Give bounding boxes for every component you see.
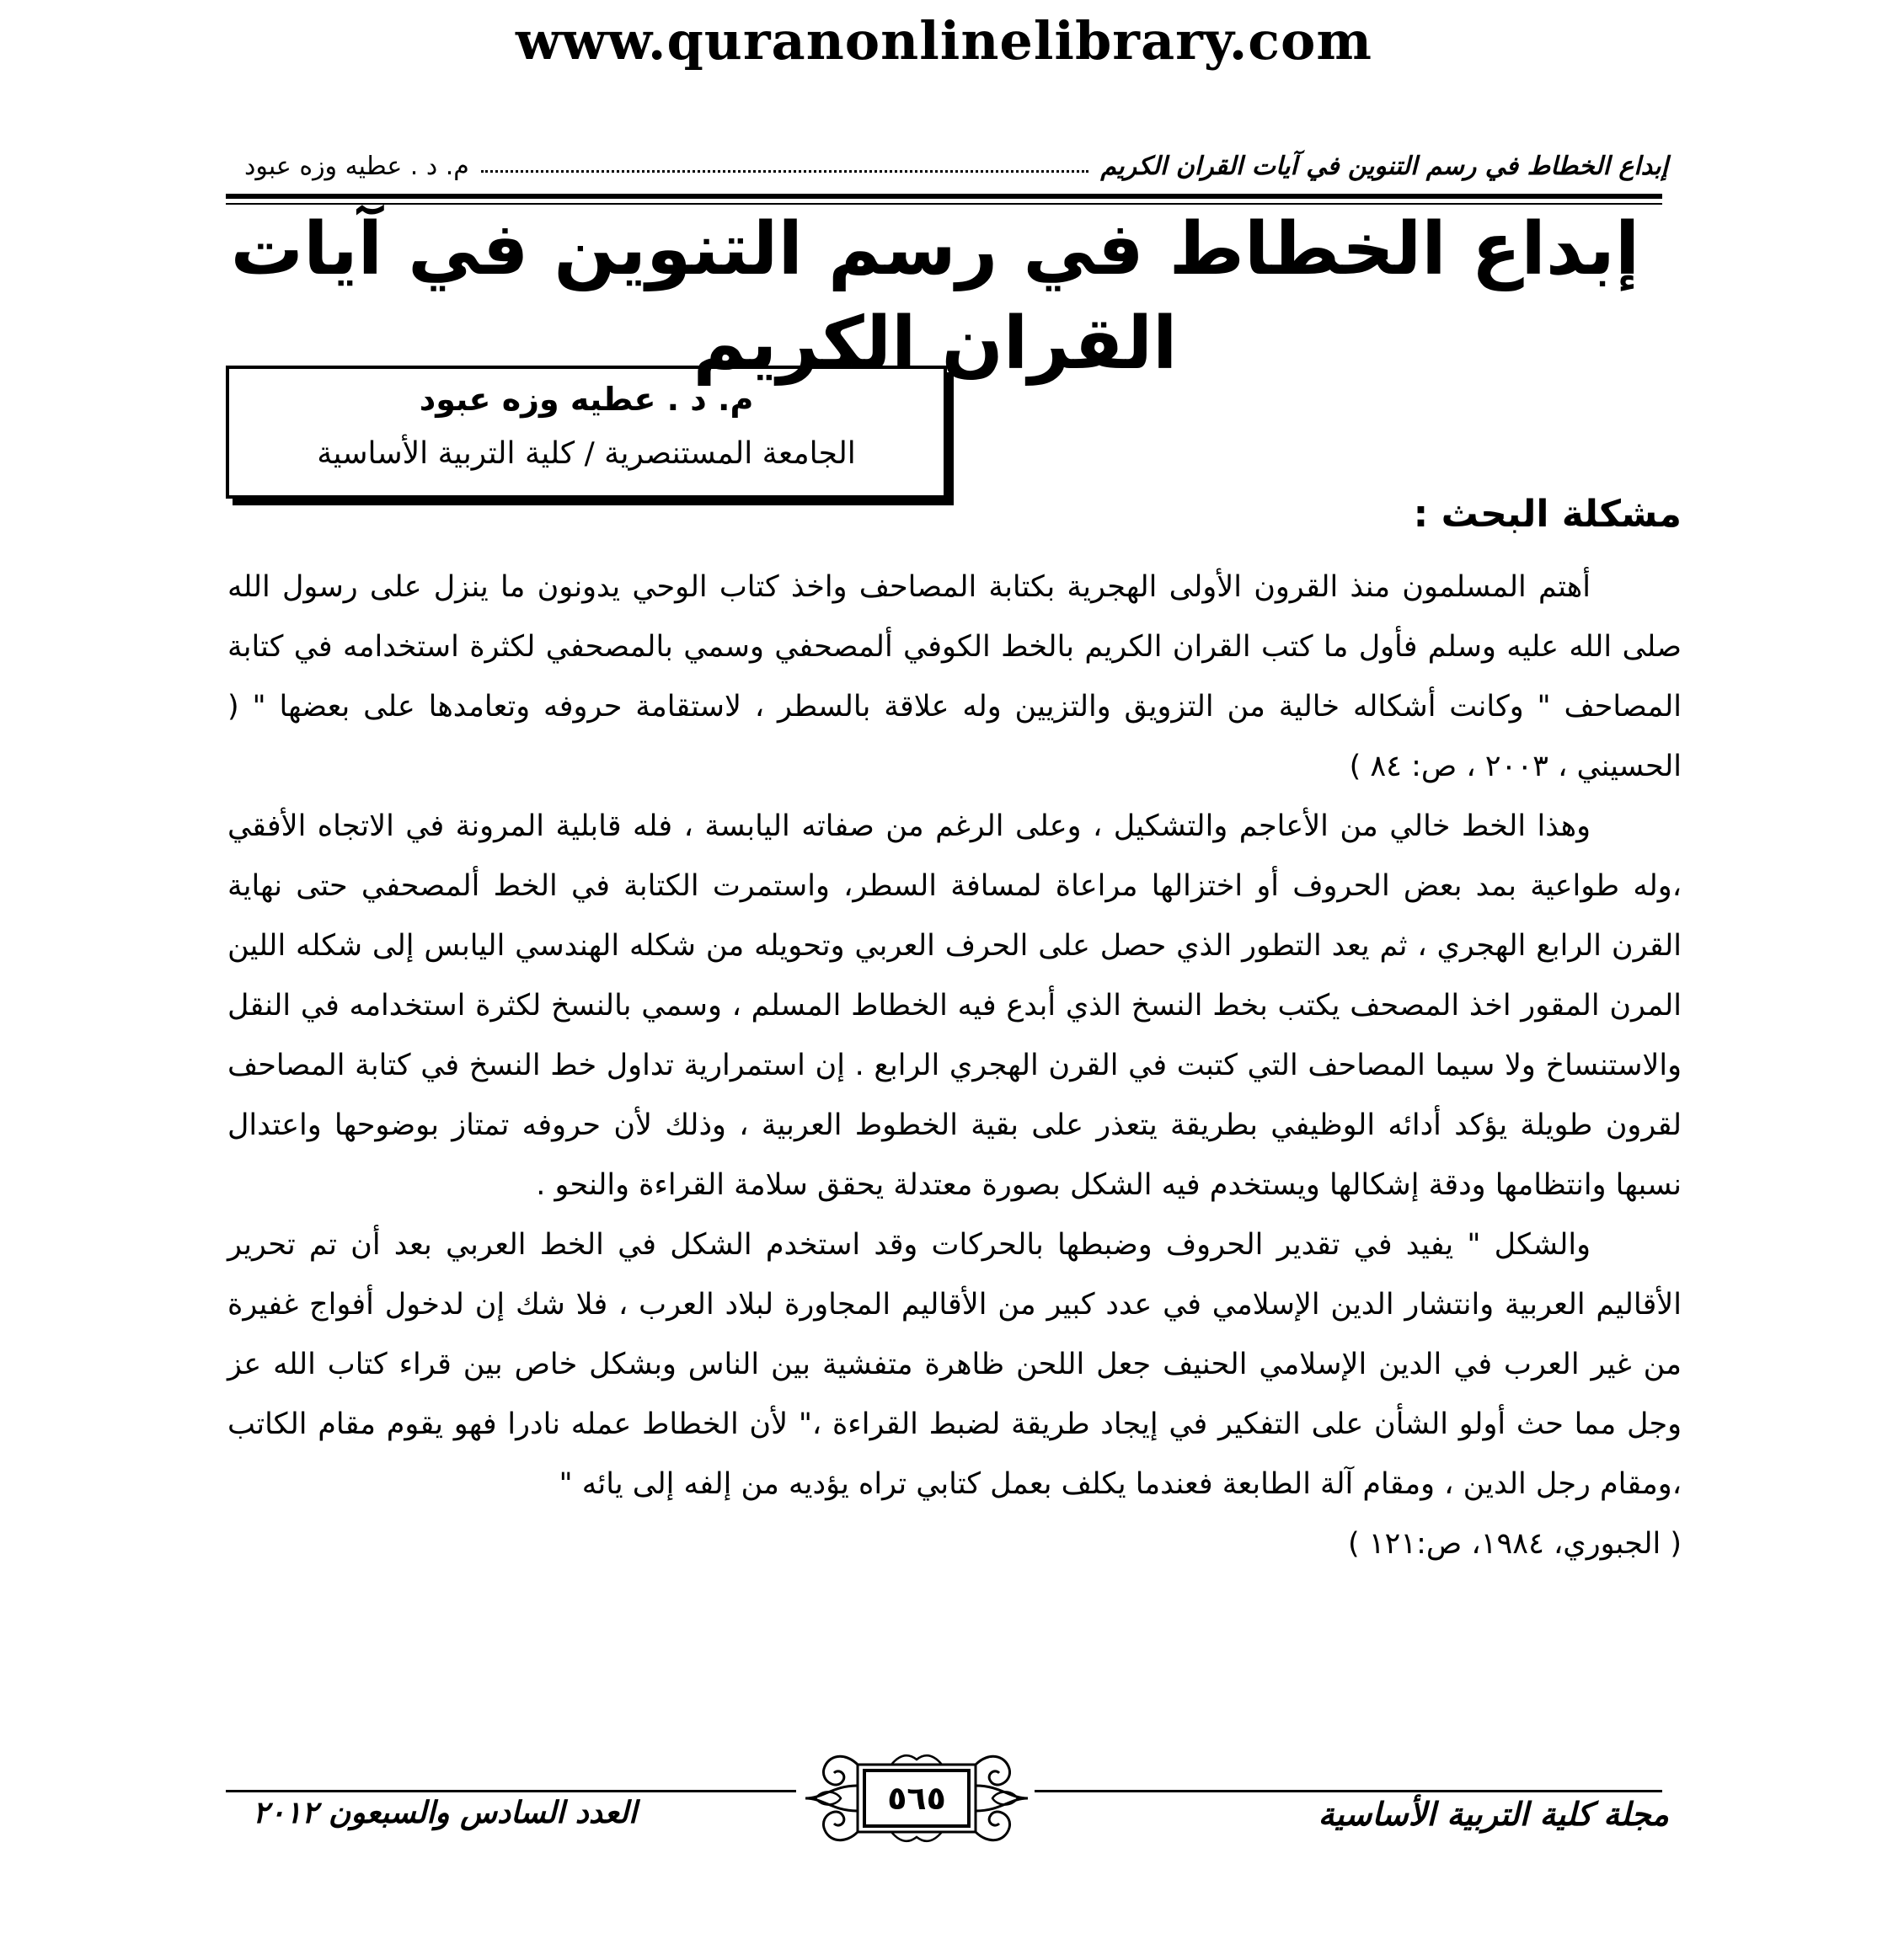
leader-dots xyxy=(481,170,1089,173)
footer-rule-right xyxy=(1035,1790,1662,1792)
running-header-author: م. د . عطيه وزه عبود xyxy=(244,152,469,181)
author-name: م. د . عطيه وزه عبود xyxy=(419,381,754,418)
paragraph-1: أهتم المسلمون منذ القرون الأولى الهجرية بكتابة المصاحف واخذ كتاب الوحي يدونون ما ينزل على رسول الله صلى الله عليه وسلم فأول ما كتب القران الكريم بالخط الكوفي ألمصحفي وسمي بالمصحفي لكثرة استخدامه في كتابة المصاحف " وكانت أشكاله خالية من التزويق والتزيين وله علاقة بالسطر ، لاستقامة حروفه وتعامدها على بعضها " ( الحسيني ، ٢٠٠٣ ، ص: ٨٤ ) xyxy=(227,570,1682,783)
paragraph-2: وهذا الخط خالي من الأعاجم والتشكيل ، وعلى الرغم من صفاته اليابسة ، فله قابلية المرونة في الاتجاه الأفقي ،وله طواعية بمد بعض الحروف أو اختزالها مراعاة لمسافة السطر، واستمرت الكتابة في الخط ألمصحفي حتى نهاية القرن الرابع الهجري ، ثم يعد التطور الذي حصل على الحرف العربي وتحويله من شكله الهندسي اليابس إلى شكله اللين المرن المقور اخذ المصحف يكتب بخط النسخ الذي أبدع فيه الخطاط المسلم ، وسمي بالنسخ لكثرة استخدامه في النقل والاستنساخ ولا سيما المصاحف التي كتبت في القرن الهجري الرابع . إن استمرارية تداول خط النسخ في كتابة المصاحف لقرون طويلة يؤكد أدائه الوظيفي بطريقة يتعذر على بقية الخطوط العربية ، وذلك لأن حروفه تمتاز بوضوحها واعتدال نسبها وانتظامها ودقة إشكالها ويستخدم فيه الشكل بصورة معتدلة يحقق سلامة القراءة والنحو . xyxy=(227,809,1682,1202)
header-rule-thick xyxy=(226,194,1662,199)
footer-rule-left xyxy=(226,1790,796,1792)
paper-title: إبداع الخطاط في رسم التنوين في آيات القران الكريم xyxy=(230,207,1640,386)
citation: ( الجبوري، ١٩٨٤، ص:١٢١ ) xyxy=(1347,1527,1682,1561)
running-header-title: إبداع الخطاط في رسم التنوين في آيات القران الكريم xyxy=(1100,152,1668,181)
footer-issue: العدد السادس والسبعون ٢٠١٢ xyxy=(253,1796,637,1830)
footer-journal-name: مجلة كلية التربية الأساسية xyxy=(1318,1796,1669,1833)
page-number: ٥٦٥ xyxy=(887,1780,946,1817)
site-url[interactable]: www.quranonlinelibrary.com xyxy=(515,10,1373,72)
author-box xyxy=(226,366,947,499)
body-text xyxy=(227,558,1682,1574)
paragraph-3: والشكل " يفيد في تقدير الحروف وضبطها بالحركات وقد استخدم الشكل في الخط العربي بعد أن تم تحرير الأقاليم العربية وانتشار الدين الإسلامي في عدد كبير من الأقاليم المجاورة لبلاد العرب ، فلا شك إن لدخول أفواج غفيرة من غير العرب في الدين الإسلامي الحنيف جعل اللحن ظاهرة متفشية بين الناس وبشكل خاص بين قراء كتاب الله عز وجل مما حث أولو الشأن على التفكير في إيجاد طريقة لضبط القراءة ،" لأن الخطاط عمله نادرا فهو يقوم مقام الكاتب ،ومقام رجل الدين ، ومقام آلة الطابعة فعندما يكلف بعمل كتابي تراه يؤديه من إلفه إلى يائه " xyxy=(227,1228,1682,1501)
running-header xyxy=(244,139,1668,181)
author-affiliation: الجامعة المستنصرية / كلية التربية الأساسية xyxy=(317,436,856,471)
section-heading: مشكلة البحث : xyxy=(1413,493,1682,536)
